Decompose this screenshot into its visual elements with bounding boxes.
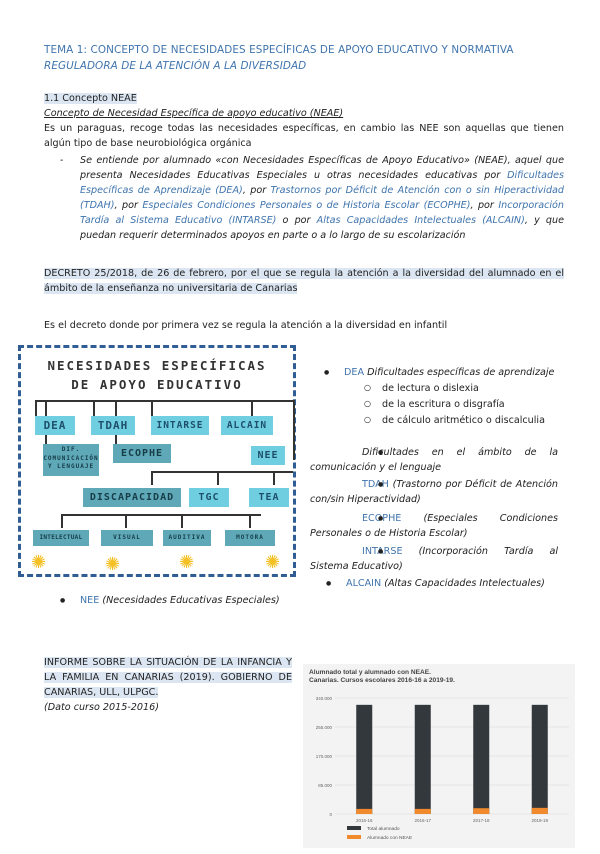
diagram-box-intelectual: INTELECTUAL <box>33 530 89 546</box>
chart-title: Alumnado total y alumnado con NEAE. Canarias. Cursos escolares 2016-16 a 2019-19. <box>309 669 455 684</box>
chart-legend-label: Total alumnado <box>367 827 400 832</box>
chart-bar-neae <box>356 809 372 814</box>
chart-bar-neae <box>532 808 548 814</box>
list-item-nee: NEE (Necesidades Educativas Especiales) <box>80 595 280 606</box>
diagram-box-tdah: TDAH <box>91 416 135 435</box>
chart-y-tick-label: 340.000 <box>315 696 332 701</box>
section-neae <box>44 92 564 244</box>
diagram-box-discapacidad: DISCAPACIDAD <box>83 488 181 507</box>
section-intro: Es un paraguas, recoge todas las necesidades específicas, en cambio las NEE son aquellas que tienen algún tipo de base neurobiológica orgánica <box>44 122 564 149</box>
list-item-ecophe: ECOPHE (Especiales Condiciones Personales o de Historia Escolar) <box>310 513 558 539</box>
def-tdah: Trastornos por Déficit de Atención con o sin Hiperactividad (TDAH) <box>80 185 564 212</box>
neae-chart <box>303 664 575 848</box>
section-heading: 1.1 Concepto NEAE <box>44 93 137 104</box>
list-item-alcain: ALCAIN (Altas Capacidades Intelectuales) <box>346 578 545 589</box>
chart-y-tick-label: 255.000 <box>315 725 332 730</box>
def-alcain: Altas Capacidades Intelectuales (ALCAIN) <box>316 214 525 226</box>
sun-decoration-icon: ✺ <box>179 552 195 573</box>
chart-bar-total <box>532 705 548 814</box>
chart-y-tick-label: 85.000 <box>318 783 332 788</box>
title-line-2: REGULADORA DE LA ATENCIÓN A LA DIVERSIDAD <box>44 60 307 73</box>
chart-y-tick-label: 0 <box>329 812 332 817</box>
neae-diagram <box>18 345 296 577</box>
tree-line-right <box>293 400 295 460</box>
informe-text: INFORME SOBRE LA SITUACIÓN DE LA INFANCIA Y LA FAMILIA EN CANARIAS (2019). GOBIERNO DE CANARIAS, ULL, ULPGC. <box>44 657 292 698</box>
chart-bar-total <box>356 705 372 814</box>
decreto-text: DECRETO 25/2018, de 26 de febrero, por el que se regula la atención a la diversidad del alumnado en el ámbito de la enseñanza no universitaria de Canarias <box>44 268 564 294</box>
sun-decoration-icon: ✺ <box>105 554 121 575</box>
decreto-block <box>44 267 564 297</box>
list-subitem: de lectura o dislexia <box>382 383 479 394</box>
sun-decoration-icon: ✺ <box>31 552 47 573</box>
chart-x-tick-label: 2016-17 <box>414 818 432 823</box>
chart-bar-total <box>473 705 489 814</box>
dash-bullet: - <box>60 155 64 167</box>
diagram-box-visual: VISUAL <box>101 530 153 546</box>
diagram-box-nee: NEE <box>251 446 285 465</box>
tree-line-top <box>35 400 293 402</box>
chart-x-tick-label: 2016-16 <box>355 818 373 823</box>
def-ecophe: Especiales Condiciones Personales o de Historia Escolar (ECOPHE) <box>142 200 471 212</box>
chart-legend-swatch <box>347 835 361 839</box>
chart-legend-swatch <box>347 826 361 830</box>
list-item-comunicacion: Dificultades en el ámbito de la comunicación y el lenguaje <box>310 447 558 473</box>
list-subitem: de la escritura o disgrafía <box>382 399 505 410</box>
chart-bar-neae <box>415 809 431 814</box>
chart-bar-total <box>415 705 431 814</box>
list-item-dea: DEA Dificultades específicas de aprendizaje <box>344 367 555 378</box>
def-intarse: Incorporación Tardía al Sistema Educativo (INTARSE) <box>80 200 564 226</box>
diagram-box-alcain: ALCAIN <box>221 416 273 435</box>
diagram-box-ecophe: ECOPHE <box>113 444 171 463</box>
informe-note: (Dato curso 2015-2016) <box>44 701 159 713</box>
list-subitem: de cálculo aritmético o discalculia <box>382 415 545 426</box>
chart-legend-label: Alumnado con NEAE <box>367 836 413 841</box>
def-dea: Dificultades Específicas de Aprendizaje (DEA) <box>80 170 564 197</box>
chart-x-tick-label: 2017-18 <box>472 818 490 823</box>
chart-svg <box>303 664 575 848</box>
informe-block <box>44 656 292 715</box>
decreto-note: Es el decreto donde por primera vez se regula la atención a la diversidad en infantil <box>44 320 448 331</box>
chart-bar-neae <box>473 808 489 814</box>
diagram-box-tea: TEA <box>249 488 289 507</box>
list-item-tdah: TDAH (Trastorno por Déficit de Atención con/sin Hiperactividad) <box>310 479 558 505</box>
title-line-1: TEMA 1: CONCEPTO DE NECESIDADES ESPECÍFICAS DE APOYO EDUCATIVO Y NORMATIVA <box>44 44 514 56</box>
document-title <box>44 42 564 74</box>
diagram-box-auditiva: AUDITIVA <box>163 530 211 546</box>
definition-text: Se entiende por alumnado «con Necesidades Específicas de Apoyo Educativo» (NEAE), aquel que presenta Necesidades Educativas Especiales u otras necesidades educativas por Dificultades Específicas de Aprendizaje (DEA), por Trastornos por Déficit de Atención con o sin Hiperactividad (TDAH), por Especiales Condiciones Personales o de Historia Escolar (ECOPHE), por Incorporación Tardía al Sistema Educativo (INTARSE) o por Altas Capacidades Intelectuales (ALCAIN), y que puedan requerir determinados apoyos en parte o a lo largo de su escolarización <box>80 155 564 241</box>
diagram-box-dea: DEA <box>35 416 75 435</box>
chart-y-tick-label: 170.000 <box>315 754 332 759</box>
diagram-box-intarse: INTARSE <box>151 416 209 435</box>
diagram-title-2: DE APOYO EDUCATIVO <box>71 377 243 392</box>
diagram-box-comunicacion: DIF. COMUNICACIÓN Y LENGUAJE <box>43 444 99 476</box>
section-subheading: Concepto de Necesidad Específica de apoyo educativo (NEAE) <box>44 107 344 119</box>
diagram-box-motora: MOTORA <box>225 530 275 546</box>
diagram-title-1: NECESIDADES ESPECÍFICAS <box>47 358 267 373</box>
list-item-intarse: INTARSE (Incorporación Tardía al Sistema Educativo) <box>310 546 558 572</box>
chart-x-tick-label: 2019-19 <box>531 818 549 823</box>
sun-decoration-icon: ✺ <box>265 552 281 573</box>
definition-item <box>44 154 564 243</box>
diagram-box-tgc: TGC <box>189 488 229 507</box>
